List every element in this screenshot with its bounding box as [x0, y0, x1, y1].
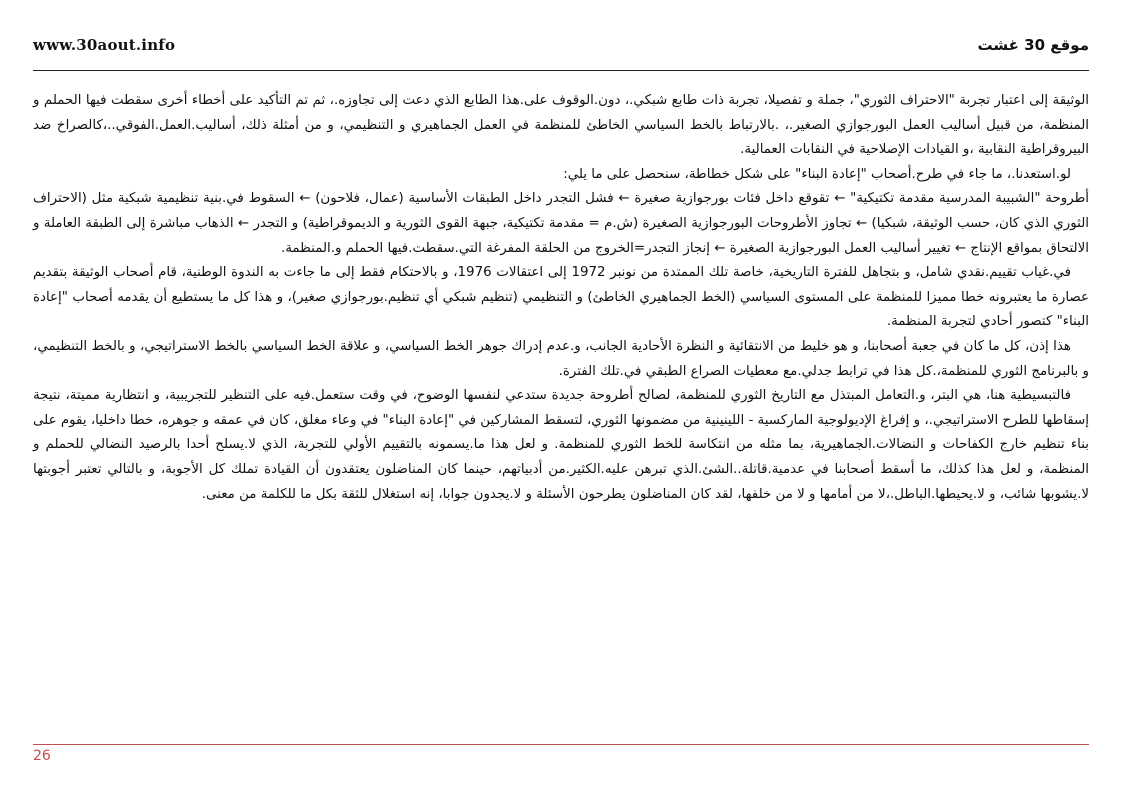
paragraph-3-schema: أطروحة "الشبيبة المدرسية مقدمة تكتيكية" ← تقوقع داخل فئات بورجوازية صغيرة ← فشل التجدر داخل الطبقات الأساسية (عمال، فلاحون) ← السقوط في.بنية تنظيمية شبكية مثل (الاحتراف الثوري الذي كان، حسب الوثيقة، شبكيا) ← تجاوز الأطروحات البورجوازية الصغيرة (ش.م = مقدمة تكتيكية، جبهة القوى الثورية و الديموقراطية) و التجدر ← الذهاب مباشرة إلى الطبقة العاملة و الالتحاق بمواقع الإنتاج ← تغيير أساليب العمل البورجوازية الصغيرة ← إنجاز التجدر=الخروج من الحلقة المفرغة التي.سقطت.فيها الحملم و.المنظمة.	[33, 191, 1089, 256]
page-header	[33, 30, 1089, 71]
paragraph-2: لو.استعدنا.، ما جاء في طرح.أصحاب "إعادة البناء" على شكل خطاطة، سنحصل على ما يلي:	[563, 166, 1071, 182]
paragraph-1: الوثيقة إلى اعتبار تجربة "الاحتراف الثوري"، جملة و تفصيلا، تجربة ذات طابع شبكي.، دون.الوقوف على.هذا الطابع الذي دعت إلى تجاوزه.، ثم تم التأكيد على أخطاء أخرى سقطت فيها الحملم و المنظمة، من قبيل أساليب العمل البورجوازي الصغير.، .بالارتباط بالخط السياسي الخاطئ للمنظمة في العمل الجماهيري و التنظيمي، و من أمثلة ذلك، أساليب.العمل.الفوقي..،كالصراخ ضد البيروقراطية النقابية ،و القيادات الإصلاحية في النقابات العمالية.	[33, 93, 1089, 158]
site-url: www.30aout.info	[33, 36, 176, 54]
document-body	[33, 89, 1089, 507]
paragraph-4: في.غياب تقييم.نقدي شامل، و بتجاهل للفترة التاريخية، خاصة تلك الممتدة من نونبر 1972 إلى اعتقالات 1976، و بالاحتكام فقط إلى ما جاءت به الندوة الوطنية، قام أصحاب الوثيقة بتقديم عصارة ما يعتبرونه خطا مميزا للمنظمة على المستوى السياسي (الخط الجماهيري الخاطئ) و التنظيمي (تنظيم شبكي أي تنظيم.بورجوازي صغير)، و هذا كل ما يستطيع أن يقدمه أصحاب "إعادة البناء" كتصور أحادي لتجربة المنظمة.	[33, 265, 1089, 330]
footer-divider	[33, 744, 1089, 745]
page-number: 26	[33, 748, 51, 764]
paragraph-6: فالتبسيطية هنا، هي البتر، و.التعامل المبتذل مع التاريخ الثوري للمنظمة، لصالح أطروحة جديدة ستدعي لنفسها الوضوح، في وقت ستعمل.فيه على التنظير للتجريبية، و انتظارية مميتة، نتيجة إسقاطها للطرح الاستراتيجي.، و إفراغ الإديولوجية الماركسية - اللينينية من مضمونها الثوري، لتسقط المشاركين في "إعادة البناء" في وعاء مغلق، كان في عمقه و جوهره، خطا داخليا، يقوم على بناء تنظيم خارج الكفاحات و النضالات.الجماهيرية، بما مثله من انتكاسة للخط الثوري للمنظمة. و لعل هذا ما.يسمونه بالتقييم الأولي للتجربة، الذي لا.يسلح أحدا بالرصيد النضالي للحملم و المنظمة، و لعل هذا كذلك، ما أسقط أصحابنا في عدمية.قاتلة..الشئ.الذي تبرهن عليه.الكثير.من أدبياتهم، حينما كان المناضلون يعتقدون أن القيادة تملك كل الأجوبة، و بالتالي تعتبر أجوبتها لا.يشوبها شائب، و لا.يحيطها.الباطل.،لا من أمامها و لا من خلفها، لقد كان المناضلون يطرحون الأسئلة و لا.يجدون جوابا، إنه استغلال للثقة بكل ما للكلمة من معنى.	[33, 388, 1089, 502]
paragraph-5: هذا إذن، كل ما كان في جعبة أصحابنا، و هو خليط من الانتقائية و النظرة الأحادية الجانب، و.عدم إدراك جوهر الخط السياسي، و علاقة الخط السياسي بالخط الاستراتيجي، و بالخط التنظيمي، و بالبرنامج الثوري للمنظمة،.كل هذا في ترابط جدلي.مع معطيات الصراع الطبقي في.تلك الفترة.	[33, 338, 1089, 379]
site-name: موقع 30 غشت	[977, 36, 1089, 54]
